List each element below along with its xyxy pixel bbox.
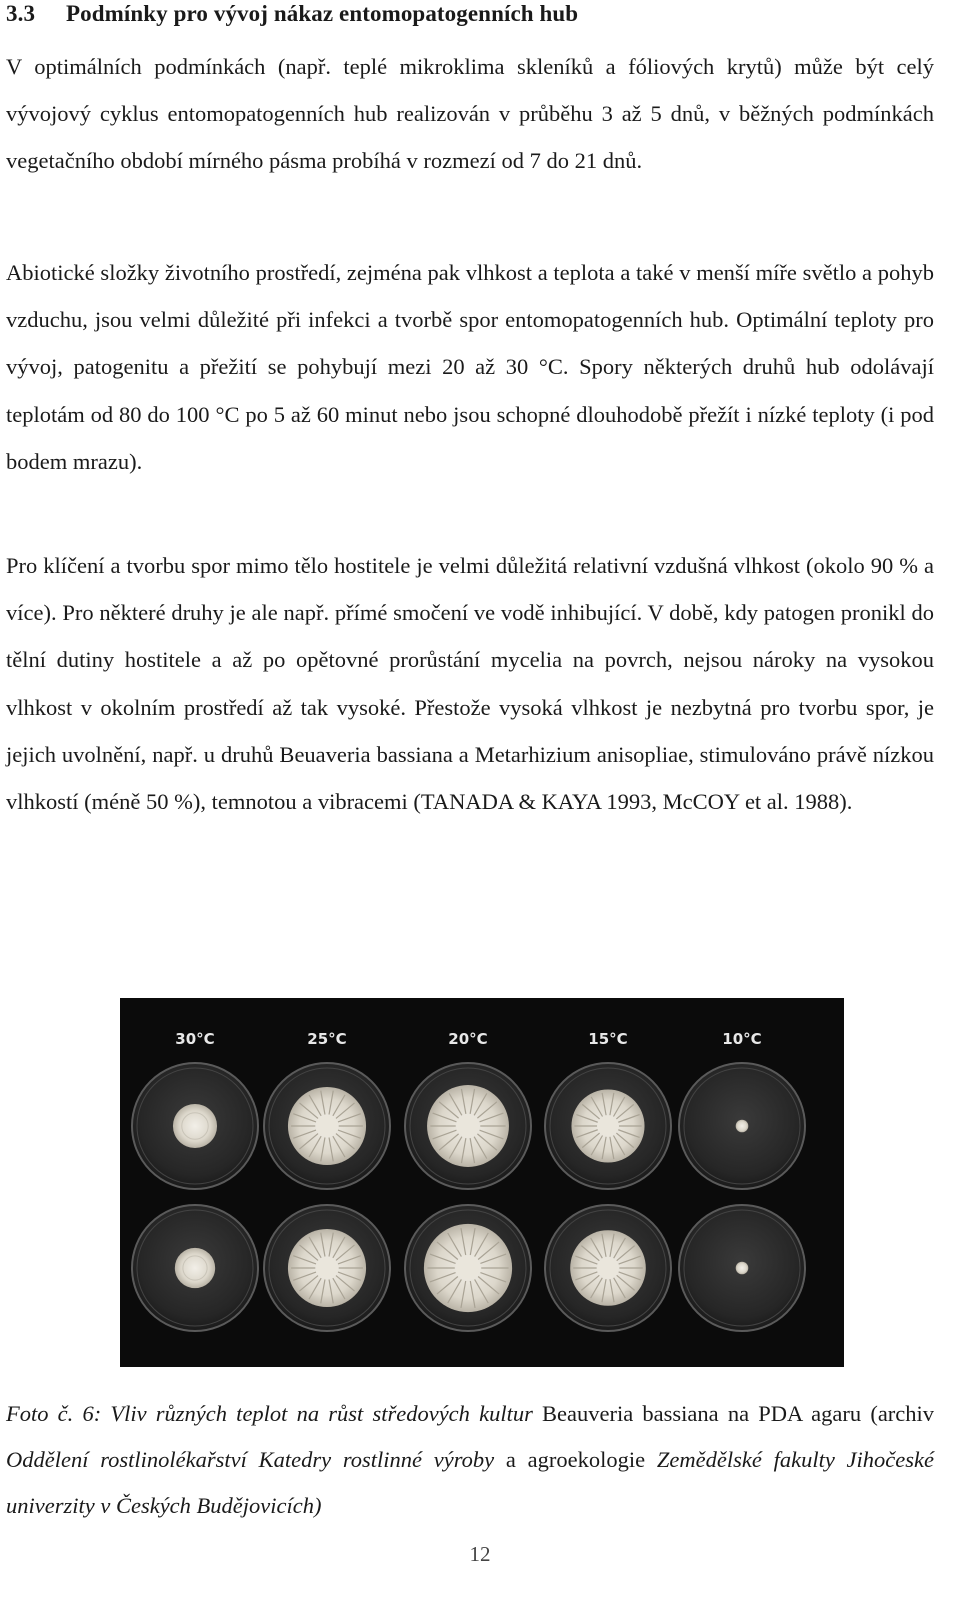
petri-dish [132, 1205, 258, 1331]
caption-species: Beauveria bassiana [542, 1401, 719, 1426]
petri-dish [679, 1205, 805, 1331]
petri-dish [264, 1063, 390, 1189]
section-heading [6, 0, 578, 28]
section-title: Podmínky pro vývoj nákaz entomopatogenních hub [66, 1, 579, 26]
petri-dish [264, 1205, 390, 1331]
caption-text-1: na PDA agaru (archiv [727, 1401, 935, 1426]
petri-dish-photo [120, 998, 844, 1367]
temperature-label: 30°C [175, 1030, 215, 1048]
petri-dish [405, 1063, 531, 1189]
caption-department: Oddělení rostlinolékařství Katedry rostlinné výroby [6, 1447, 495, 1472]
petri-dish-figure [120, 998, 844, 1367]
temperature-label: 20°C [448, 1030, 488, 1048]
temperature-label: 10°C [722, 1030, 762, 1048]
petri-dish [132, 1063, 258, 1189]
page-number: 12 [469, 1542, 491, 1566]
fungal-colony [736, 1262, 749, 1275]
petri-dish [679, 1063, 805, 1189]
section-number: 3.3 [6, 1, 36, 26]
paragraph-abiotic-factors: Abiotické složky životního prostředí, zejména pak vlhkost a teplota a také v menší míře světlo a pohyb vzduchu, jsou velmi důležité při infekci a tvorbě spor entomopatogenních hub. Optimální teploty pro vývoj, patogenitu a přežití se pohybují mezi 20 až 30 °C. Spory některých druhů hub odolávají teplotám od 80 do 100 °C po 5 až 60 minut nebo jsou schopné dlouhodobě přežít i nízké teploty (i pod bodem mrazu). [6, 260, 934, 474]
petri-dish [545, 1063, 671, 1189]
fungal-colony [736, 1120, 749, 1133]
petri-dish [405, 1205, 531, 1331]
petri-dish [545, 1205, 671, 1331]
paragraph-development-cycle: V optimálních podmínkách (např. teplé mikroklima skleníků a fóliových krytů) může být celý vývojový cyklus entomopatogenních hub realizován v průběhu 3 až 5 dnů, v běžných podmínkách vegetačního období mírného pásma probíhá v rozmezí od 7 do 21 dnů. [6, 54, 934, 174]
caption-faculty: Zemědělské fakulty Jihočeské univerzity v Českých Budějovicích) [6, 1447, 934, 1518]
paragraph-humidity: Pro klíčení a tvorbu spor mimo tělo hostitele je velmi důležitá relativní vzdušná vlhkost (okolo 90 % a více). Pro některé druhy je ale např. přímé smočení ve vodě inhibující. V době, kdy patogen pronikl do tělní dutiny hostitele a až po opětovné prorůstání mycelia na povrch, nejsou nároky na vysokou vlhkost v okolním prostředí až tak vysoké. Přestože vysoká vlhkost je nezbytná pro tvorbu spor, je jejich uvolnění, např. u druhů Beuaveria bassiana a Metarhizium anisopliae, stimulováno právě nízkou vlhkostí (méně 50 %), temnotou a vibracemi (TANADA & KAYA 1993, McCOY et al. 1988). [6, 553, 934, 815]
caption-title: Foto č. 6: Vliv různých teplot na růst středových kultur [6, 1401, 533, 1426]
fungal-colony [173, 1104, 217, 1148]
caption-text-2: a agroekologie [505, 1447, 646, 1472]
photo-caption [6, 1391, 934, 1529]
fungal-colony [175, 1248, 215, 1288]
temperature-label: 15°C [588, 1030, 628, 1048]
temperature-label: 25°C [307, 1030, 347, 1048]
